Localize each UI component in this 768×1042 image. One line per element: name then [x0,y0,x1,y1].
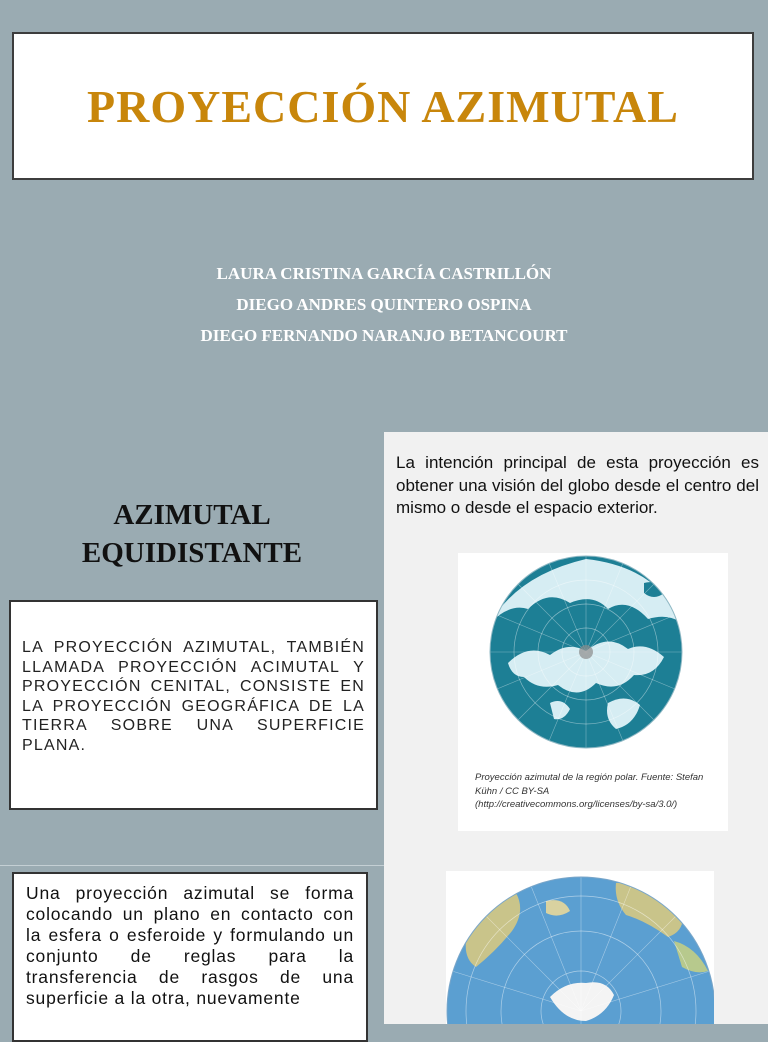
author-name: DIEGO ANDRES QUINTERO OSPINA [236,295,532,314]
author-list [0,258,768,351]
definition-box [9,600,378,810]
section-heading [0,496,384,572]
section-heading-line: EQUIDISTANTE [81,537,303,569]
globe-map-figure [446,871,714,1024]
formation-box [12,872,368,1042]
map-caption: Proyección azimutal de la región polar. Fuente: Stefan Kühn / CC BY-SA (http://creativecommons.org/licenses/by-sa/3.0/) [475,772,704,810]
divider [0,865,384,866]
author-name: DIEGO FERNANDO NARANJO BETANCOURT [200,326,568,345]
right-panel [384,432,768,1024]
author-name: LAURA CRISTINA GARCÍA CASTRILLÓN [216,264,552,283]
page-title: PROYECCIÓN AZIMUTAL [87,80,679,132]
section-heading-line: AZIMUTAL [113,499,271,531]
definition-text: LA PROYECCIÓN AZIMUTAL, TAMBIÉN LLAMADA PROYECCIÓN ACIMUTAL Y PROYECCIÓN CENITAL, CONSISTE EN LA PROYECCIÓN GEOGRÁFICA DE LA TIERRA SOBRE UNA SUPERFICIE PLANA. [22,639,365,754]
polar-projection-image [458,553,728,763]
intro-text: La intención principal de esta proyección es obtener una visión del globo desde el centro del mismo o desde el espacio exterior. [396,453,759,517]
formation-text: Una proyección azimutal se forma colocando un plano en contacto con la esfera o esferoide y formulando un conjunto de reglas para la transferencia de rasgos de una superficie a la otra, nuevamente [26,883,354,1008]
polar-map-figure [458,553,728,831]
title-box [12,32,754,180]
globe-projection-image [446,871,714,1024]
